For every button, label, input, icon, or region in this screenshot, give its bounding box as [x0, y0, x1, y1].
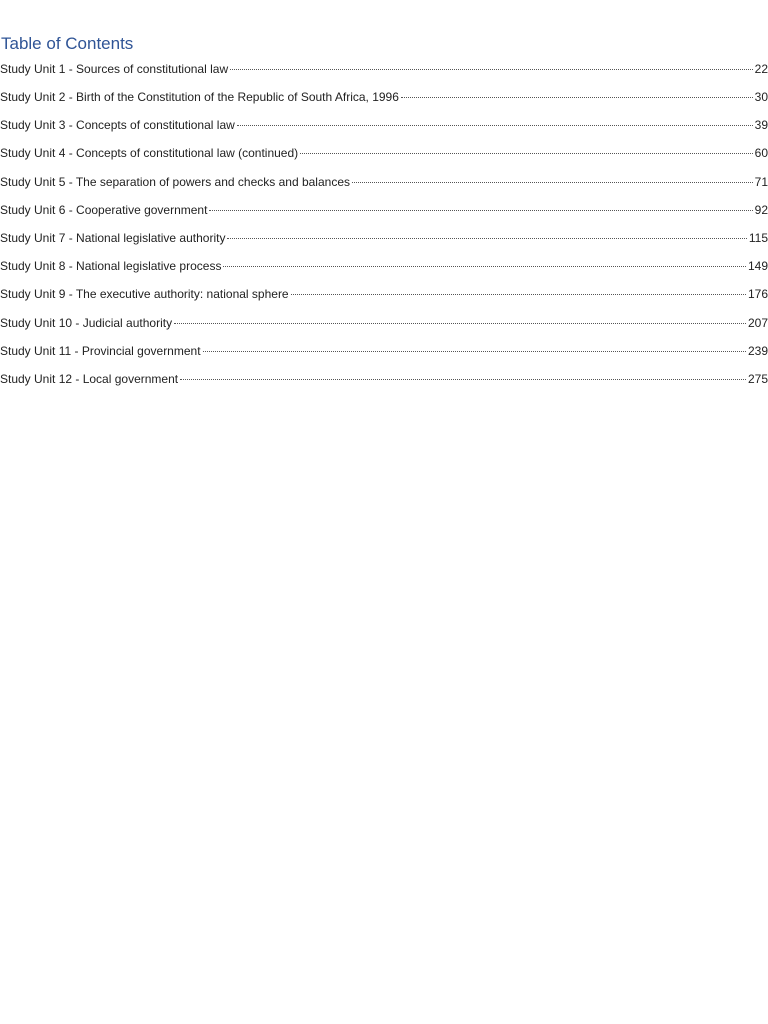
- toc-title: Table of Contents: [1, 34, 134, 53]
- toc-entry-page: 92: [754, 202, 768, 217]
- toc-entry-label: Study Unit 8 - National legislative process: [0, 259, 222, 274]
- toc-entry-label: Study Unit 12 - Local government: [0, 371, 179, 386]
- toc-entry-label: Study Unit 1 - Sources of constitutional law: [0, 62, 229, 76]
- toc-entry-label: Study Unit 7 - National legislative authority: [0, 230, 226, 245]
- dot-leader: [291, 294, 746, 295]
- dot-leader: [209, 210, 752, 211]
- toc-entry-label: Study Unit 10 - Judicial authority: [0, 315, 173, 330]
- dot-leader: [203, 351, 746, 352]
- dot-leader: [223, 266, 746, 267]
- toc-entry-page: 115: [748, 230, 768, 245]
- dot-leader: [300, 153, 752, 154]
- dot-leader: [227, 238, 746, 239]
- toc-entry[interactable]: [0, 118, 768, 146]
- toc-entry-page: 176: [747, 287, 768, 302]
- toc-entry-page: 149: [747, 259, 768, 274]
- toc-entry-page: 71: [754, 174, 768, 189]
- toc-entry[interactable]: [0, 175, 768, 203]
- toc-entry-label: Study Unit 2 - Birth of the Constitution of the Republic of South Africa, 1996: [0, 90, 399, 104]
- toc-entry[interactable]: [0, 287, 768, 315]
- toc-entry-page: 39: [754, 118, 768, 133]
- toc-entry[interactable]: [0, 90, 768, 118]
- toc-entry-label: Study Unit 5 - The separation of powers and checks and balances: [0, 174, 350, 189]
- toc-entry[interactable]: [0, 259, 768, 287]
- table-of-contents: [0, 32, 768, 400]
- dot-leader: [237, 125, 753, 126]
- toc-entry-label: Study Unit 4 - Concepts of constitutional law (continued): [0, 146, 299, 161]
- dot-leader: [230, 69, 753, 70]
- toc-entry-label: Study Unit 3 - Concepts of constitutional law: [0, 118, 235, 133]
- toc-entry[interactable]: [0, 316, 768, 344]
- toc-entry-page: 207: [747, 315, 768, 330]
- toc-entry[interactable]: [0, 203, 768, 231]
- toc-entry-page: 275: [747, 371, 768, 386]
- toc-entry-label: Study Unit 6 - Cooperative government: [0, 202, 208, 217]
- toc-entry[interactable]: [0, 231, 768, 259]
- toc-list: [0, 62, 768, 400]
- toc-entry-page: 60: [754, 146, 768, 161]
- toc-entry[interactable]: [0, 344, 768, 372]
- toc-entry[interactable]: [0, 372, 768, 400]
- dot-leader: [180, 379, 746, 380]
- toc-entry-page: 22: [754, 62, 768, 76]
- toc-entry-page: 30: [754, 90, 768, 104]
- dot-leader: [401, 97, 753, 98]
- dot-leader: [174, 323, 746, 324]
- toc-entry[interactable]: [0, 146, 768, 174]
- toc-entry-label: Study Unit 11 - Provincial government: [0, 343, 201, 358]
- toc-entry-label: Study Unit 9 - The executive authority: national sphere: [0, 287, 289, 302]
- toc-entry-page: 239: [747, 343, 768, 358]
- toc-entry[interactable]: [0, 62, 768, 90]
- dot-leader: [352, 182, 753, 183]
